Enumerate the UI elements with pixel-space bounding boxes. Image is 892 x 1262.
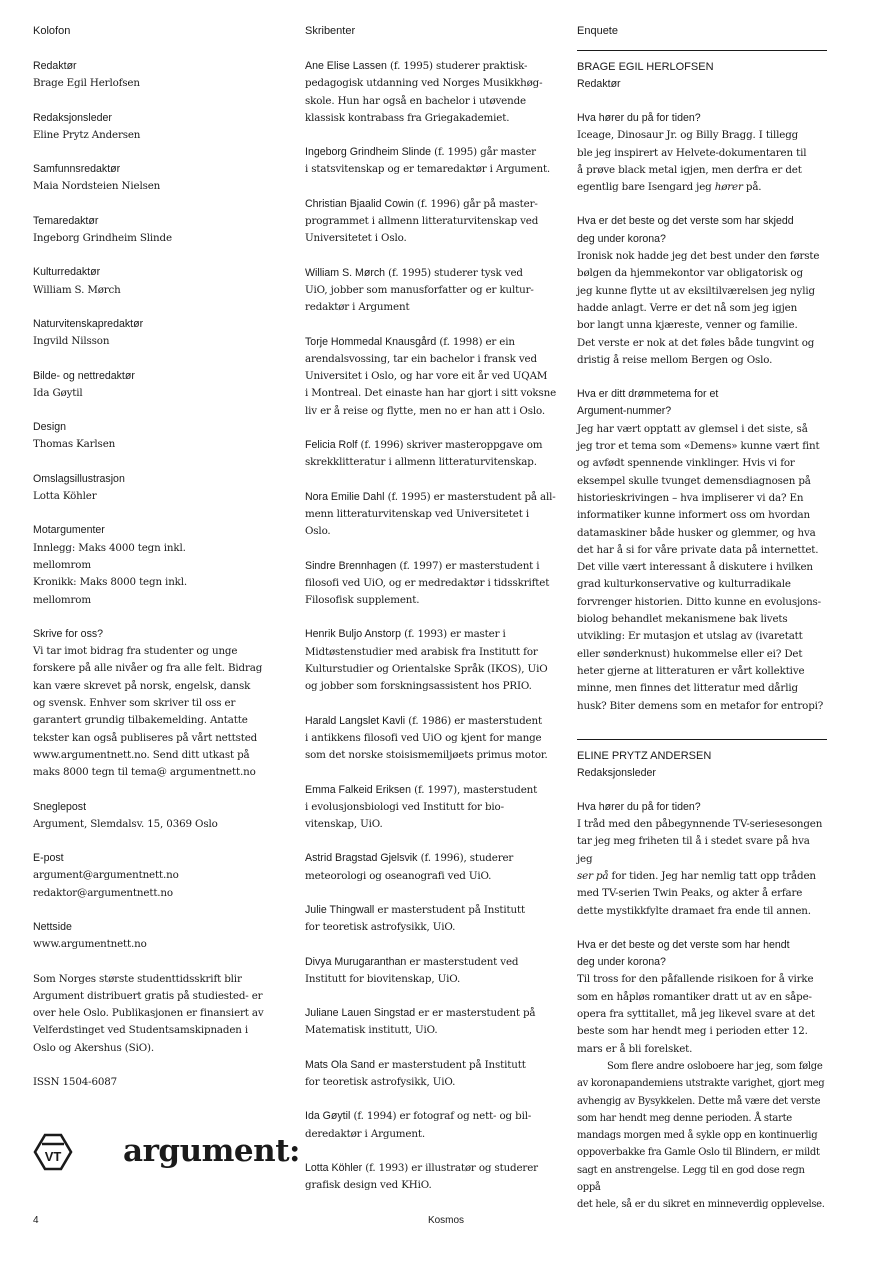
entry-value: Ingvild Nilsson: [33, 335, 110, 348]
colophon-entry: [33, 368, 283, 403]
writer-name: Ane Elise Lassen: [305, 60, 387, 72]
colophon-entry: [33, 316, 283, 351]
colophon-entry: [33, 919, 283, 954]
writer-text: (f. 1995) studerer tysk ved UiO, jobber som manusforfatter og er kultur- redaktør i Argument: [305, 266, 534, 314]
entry-label: Temaredaktør: [33, 214, 99, 227]
writer-bio: [305, 782, 557, 834]
vt-logo-icon: [33, 1132, 73, 1172]
writer-name: Ida Gøytil: [305, 1110, 351, 1123]
colophon-entry: [33, 213, 283, 248]
writers-heading: Skribenter: [305, 25, 356, 37]
enquete-heading: Enquete: [577, 25, 618, 37]
answer: I tråd med den påbegynnende TV-seriesesongen tar jeg meg friheten til å i stedet svare på hva jeg ser på for tiden. Jeg har nemlig tatt opp tråden med TV-serien Twin Peaks, og akter å erfare dette mystikkfylte dramaet fra ende til annen.: [577, 818, 823, 917]
writer-name: Henrik Buljo Anstorp: [305, 628, 401, 641]
person-name: BRAGE EGIL HERLOFSEN: [577, 61, 714, 73]
section-title: Kosmos: [427, 1215, 465, 1226]
entry-label: Nettside: [33, 920, 72, 933]
writer-text: (f. 1996) skriver masteroppgave om skrekklitteratur i allmenn litteraturvitenskap.: [305, 439, 543, 469]
colophon-entry: [33, 471, 283, 506]
writer-text: er masterstudent på Institutt for teoretisk astrofysikk, UiO.: [305, 1058, 526, 1089]
entry-label: Skrive for oss?: [33, 627, 104, 640]
writers-list: [305, 58, 557, 1195]
issn: ISSN 1504-6087: [33, 1076, 118, 1089]
writer-bio: [305, 58, 557, 127]
writers-column: [305, 24, 557, 1212]
question: Hva er det beste og det verste som har skjedd deg under korona?: [577, 215, 794, 245]
colophon-about: Som Norges største studenttidsskrift blir Argument distribuert gratis på studiested- er over hele Oslo. Publikasjonen er finansiert av Velferdstinget ved Studentsamskipnaden i Oslo og Akershus (SiO).: [33, 972, 264, 1054]
writer-bio: [305, 144, 557, 179]
entry-label: Samfunnsredaktør: [33, 163, 121, 176]
entry-label: Motargumenter: [33, 524, 105, 537]
logo-area: [33, 1132, 300, 1172]
writer-bio: [305, 437, 557, 472]
vt-logo-text: VT: [44, 1149, 62, 1164]
answer: Jeg har vært opptatt av glemsel i det siste, så jeg tror et tema som «Demens» kunne vært fint og avfødt spennende vinklinger. Hvis vi for eksempel skulle tvunget demensdiagnosen på historieskrivingen – hva impliserer vi da? En informatiker kunne informert oss om hvordan datamaskiner både husker og glemmer, og hva det har å si for våre private data på internettet. Det ville vært interessant å diskutere i hvilken grad kulturkonservative og kulturradikale forvrenger historien. Ditto kunne en evolusjons- biolog behandlet mekanismene bak livets utvikling: Er mutasjon et utslag av (ivaretatt eller sønderknust) hukommelse eller ei? Det heter gjerne at litteraturen er vårt kollektive minne, men finnes det litteratur med dårlig husk? Biter demens som en metafor for entropi?: [577, 422, 824, 712]
writer-name: Lotta Köhler: [305, 1161, 363, 1174]
writer-bio: [305, 626, 557, 695]
writer-bio: [305, 850, 557, 885]
writer-name: Felicia Rolf: [305, 439, 358, 452]
writer-text: (f. 1997) er masterstudent i filosofi ved UiO, og er medredaktør i tidsskriftet Filosofisk supplement.: [305, 559, 550, 607]
answer-continued: Som flere andre osloboere har jeg, som følge av koronapandemiens utstrakte varighet, gjort meg avhengig av Bysykkelen. Dette må være det verste som har hendt meg denne perioden. Å starte mandags morgen med å sykle opp en kontinuerlig oppoverbakke fra Gamle Oslo til Blindern, er mildt sagt en anstrengelse. Legg til en god dose regn oppå det hele, så er du sikret en minneverdig opplevelse.: [577, 1060, 825, 1211]
writer-bio: [305, 1108, 557, 1143]
entry-value: Eline Prytz Andersen: [33, 128, 141, 141]
question: Hva hører du på for tiden?: [577, 800, 701, 813]
entry-value: Argument, Slemdalsv. 15, 0369 Oslo: [33, 817, 218, 830]
colophon-entry: [33, 264, 283, 299]
writer-text: (f. 1997), masterstudent i evolusjonsbiologi ved Institutt for bio- vitenskap, UiO.: [305, 783, 538, 831]
colophon-entry: [33, 110, 283, 145]
colophon-heading: Kolofon: [33, 25, 71, 37]
writer-name: Christian Bjaalid Cowin: [305, 197, 414, 210]
writer-text: (f. 1995) er masterstudent på all- menn litteraturvitenskap ved Universitetet i Oslo.: [305, 490, 556, 538]
page-number: 4: [33, 1215, 39, 1226]
answer: Iceage, Dinosaur Jr. og Billy Bragg. I tillegg ble jeg inspirert av Helvete-dokumentaren til å prøve black metal igjen, men derfra er det egentlig bare Isengard jeg hører på.: [577, 129, 807, 194]
enquete-person-2: [577, 739, 827, 1214]
colophon-column: [33, 24, 283, 1108]
argument-logo: argument:: [123, 1133, 300, 1169]
answer: Til tross for den påfallende risikoen for å virke som en håpløs romantiker dratt ut av en såpe- opera fra syttitallet, må jeg likevel svare at det beste som har hendt meg i perioden etter 12. mars er å bli forelsket.: [577, 973, 815, 1055]
entry-value: argument@argumentnett.no redaktor@argumentnett.no: [33, 869, 179, 899]
writer-text: er masterstudent på Institutt for teoretisk astrofysikk, UiO.: [305, 903, 525, 934]
colophon-entry: [33, 626, 283, 782]
colophon-entry: [33, 522, 283, 608]
entry-value: Innlegg: Maks 4000 tegn inkl. mellomrom Kronikk: Maks 8000 tegn inkl. mellomrom: [33, 541, 188, 606]
writer-name: Sindre Brennhagen: [305, 559, 397, 572]
writer-name: Mats Ola Sand: [305, 1058, 376, 1071]
entry-label: Omslagsillustrasjon: [33, 472, 125, 485]
enquete-person-1: [577, 50, 827, 715]
writer-name: Astrid Bragstad Gjelsvik: [305, 852, 418, 865]
writer-bio: [305, 1160, 557, 1195]
entry-value: Lotta Köhler: [33, 490, 97, 503]
writer-bio: [305, 558, 557, 610]
writer-name: Harald Langslet Kavli: [305, 714, 406, 727]
writer-name: Juliane Lauen Singstad: [305, 1007, 416, 1020]
writer-text: er er masterstudent på Matematisk institutt, UiO.: [305, 1007, 536, 1037]
writer-bio: [305, 334, 557, 420]
entry-value: Vi tar imot bidrag fra studenter og unge forskere på alle nivåer og fra alle felt. Bidrag kan være skrevet på norsk, engelsk, dansk og svensk. Enhver som skriver til oss er garantert grundig tilbakemelding. Antatte tekster kan også publiseres på vårt nettsted www.argumentnett.no. Send ditt utkast på maks 8000 tegn til tema@ argumentnett.no: [33, 645, 263, 779]
entry-value: www.argumentnett.no: [33, 938, 147, 951]
question: Hva er det beste og det verste som har hendt deg under korona?: [577, 938, 790, 969]
entry-value: Ida Gøytil: [33, 386, 83, 399]
writer-bio: [305, 489, 557, 541]
writer-name: Torje Hommedal Knausgård: [305, 335, 437, 348]
writer-bio: [305, 1005, 557, 1040]
person-role: Redaksjonsleder: [577, 766, 656, 779]
entry-value: Maia Nordsteien Nielsen: [33, 180, 161, 193]
entry-label: E-post: [33, 852, 64, 865]
enquete-column: [577, 24, 827, 1231]
writer-text: (f. 1996) går på master- programmet i allmenn litteraturvitenskap ved Universitetet i Oslo.: [305, 197, 539, 245]
writer-name: William S. Mørch: [305, 266, 386, 279]
writer-bio: [305, 1057, 557, 1092]
writer-bio: [305, 713, 557, 765]
writer-text: (f. 1998) er ein arendalsvossing, tar ein bachelor i fransk ved Universitet i Oslo, og har vore eit år ved UQAM i Montreal. Det einaste han har gjort i sitt voksne liv er å reise og flytte, men no er han att i Oslo.: [305, 335, 557, 417]
writer-name: Ingeborg Grindheim Slinde: [305, 146, 432, 159]
entry-label: Sneglepost: [33, 800, 87, 813]
writer-name: Divya Murugaranthan: [305, 955, 407, 968]
entry-value: Thomas Karlsen: [33, 438, 116, 451]
writer-text: (f. 1996), studerer meteorologi og oseanografi ved UiO.: [305, 852, 514, 882]
divider: [577, 50, 827, 51]
question: Hva hører du på for tiden?: [577, 112, 701, 124]
divider: [577, 739, 827, 740]
colophon-entry: [33, 58, 283, 93]
writer-text: (f. 1994) er fotograf og nett- og bil- deredaktør i Argument.: [305, 1110, 532, 1140]
person-name: ELINE PRYTZ ANDERSEN: [577, 749, 712, 762]
writer-bio: [305, 265, 557, 317]
answer: Ironisk nok hadde jeg det best under den første bølgen da hjemmekontor var obligatorisk og jeg kunne flytte ut av eksiltilværelsen jeg nylig hadde anlagt. Verre er det nå som jeg igjen bor langt unna kjæreste, venner og familie. Det verste er nok at det føles både tungvint og dristig å reise mellom Bergen og Oslo.: [577, 250, 820, 366]
question: Hva er ditt drømmetema for et Argument-nummer?: [577, 388, 719, 418]
entry-label: Naturvitenskapredaktør: [33, 317, 144, 330]
writer-text: (f. 1993) er master i Midtøstenstudier med arabisk fra Institutt for Kulturstudier og Orientalske Språk (IKOS), UiO og jobber som forskningsassistent hos PRIO.: [305, 628, 548, 693]
entry-value: William S. Mørch: [33, 283, 121, 296]
entry-label: Bilde- og nettredaktør: [33, 369, 135, 382]
writer-text: (f. 1995) studerer praktisk- pedagogisk utdanning ved Norges Musikkhøg- skole. Hun har også en bachelor i utøvende klassisk kontrabass fra Griegakademiet.: [305, 60, 543, 124]
colophon-entry: [33, 161, 283, 196]
writer-text: (f. 1993) er illustratør og studerer grafisk design ved KHiO.: [305, 1161, 538, 1192]
entry-value: Brage Egil Herlofsen: [33, 77, 140, 90]
entry-value: Ingeborg Grindheim Slinde: [33, 232, 172, 245]
entry-label: Redaktør: [33, 60, 77, 72]
person-role: Redaktør: [577, 78, 621, 90]
writer-bio: [305, 902, 557, 937]
writer-text: er masterstudent ved Institutt for biovitenskap, UiO.: [305, 955, 519, 985]
colophon-entry: [33, 799, 283, 834]
writer-name: Julie Thingwall: [305, 903, 375, 916]
writer-bio: [305, 196, 557, 248]
writer-text: (f. 1986) er masterstudent i antikkens filosofi ved UiO og kjent for mange som det norske stoisismemiljøets primus motor.: [305, 714, 548, 762]
entry-label: Kulturredaktør: [33, 266, 101, 279]
writer-name: Nora Emilie Dahl: [305, 490, 385, 503]
writer-name: Emma Falkeid Eriksen: [305, 783, 411, 796]
colophon-entries: [33, 58, 283, 954]
colophon-entry: [33, 850, 283, 902]
entry-label: Redaksjonsleder: [33, 111, 112, 124]
entry-label: Design: [33, 421, 66, 434]
writer-bio: [305, 954, 557, 989]
colophon-entry: [33, 419, 283, 454]
writer-text: (f. 1995) går master i statsvitenskap og er temaredaktør i Argument.: [305, 146, 551, 176]
